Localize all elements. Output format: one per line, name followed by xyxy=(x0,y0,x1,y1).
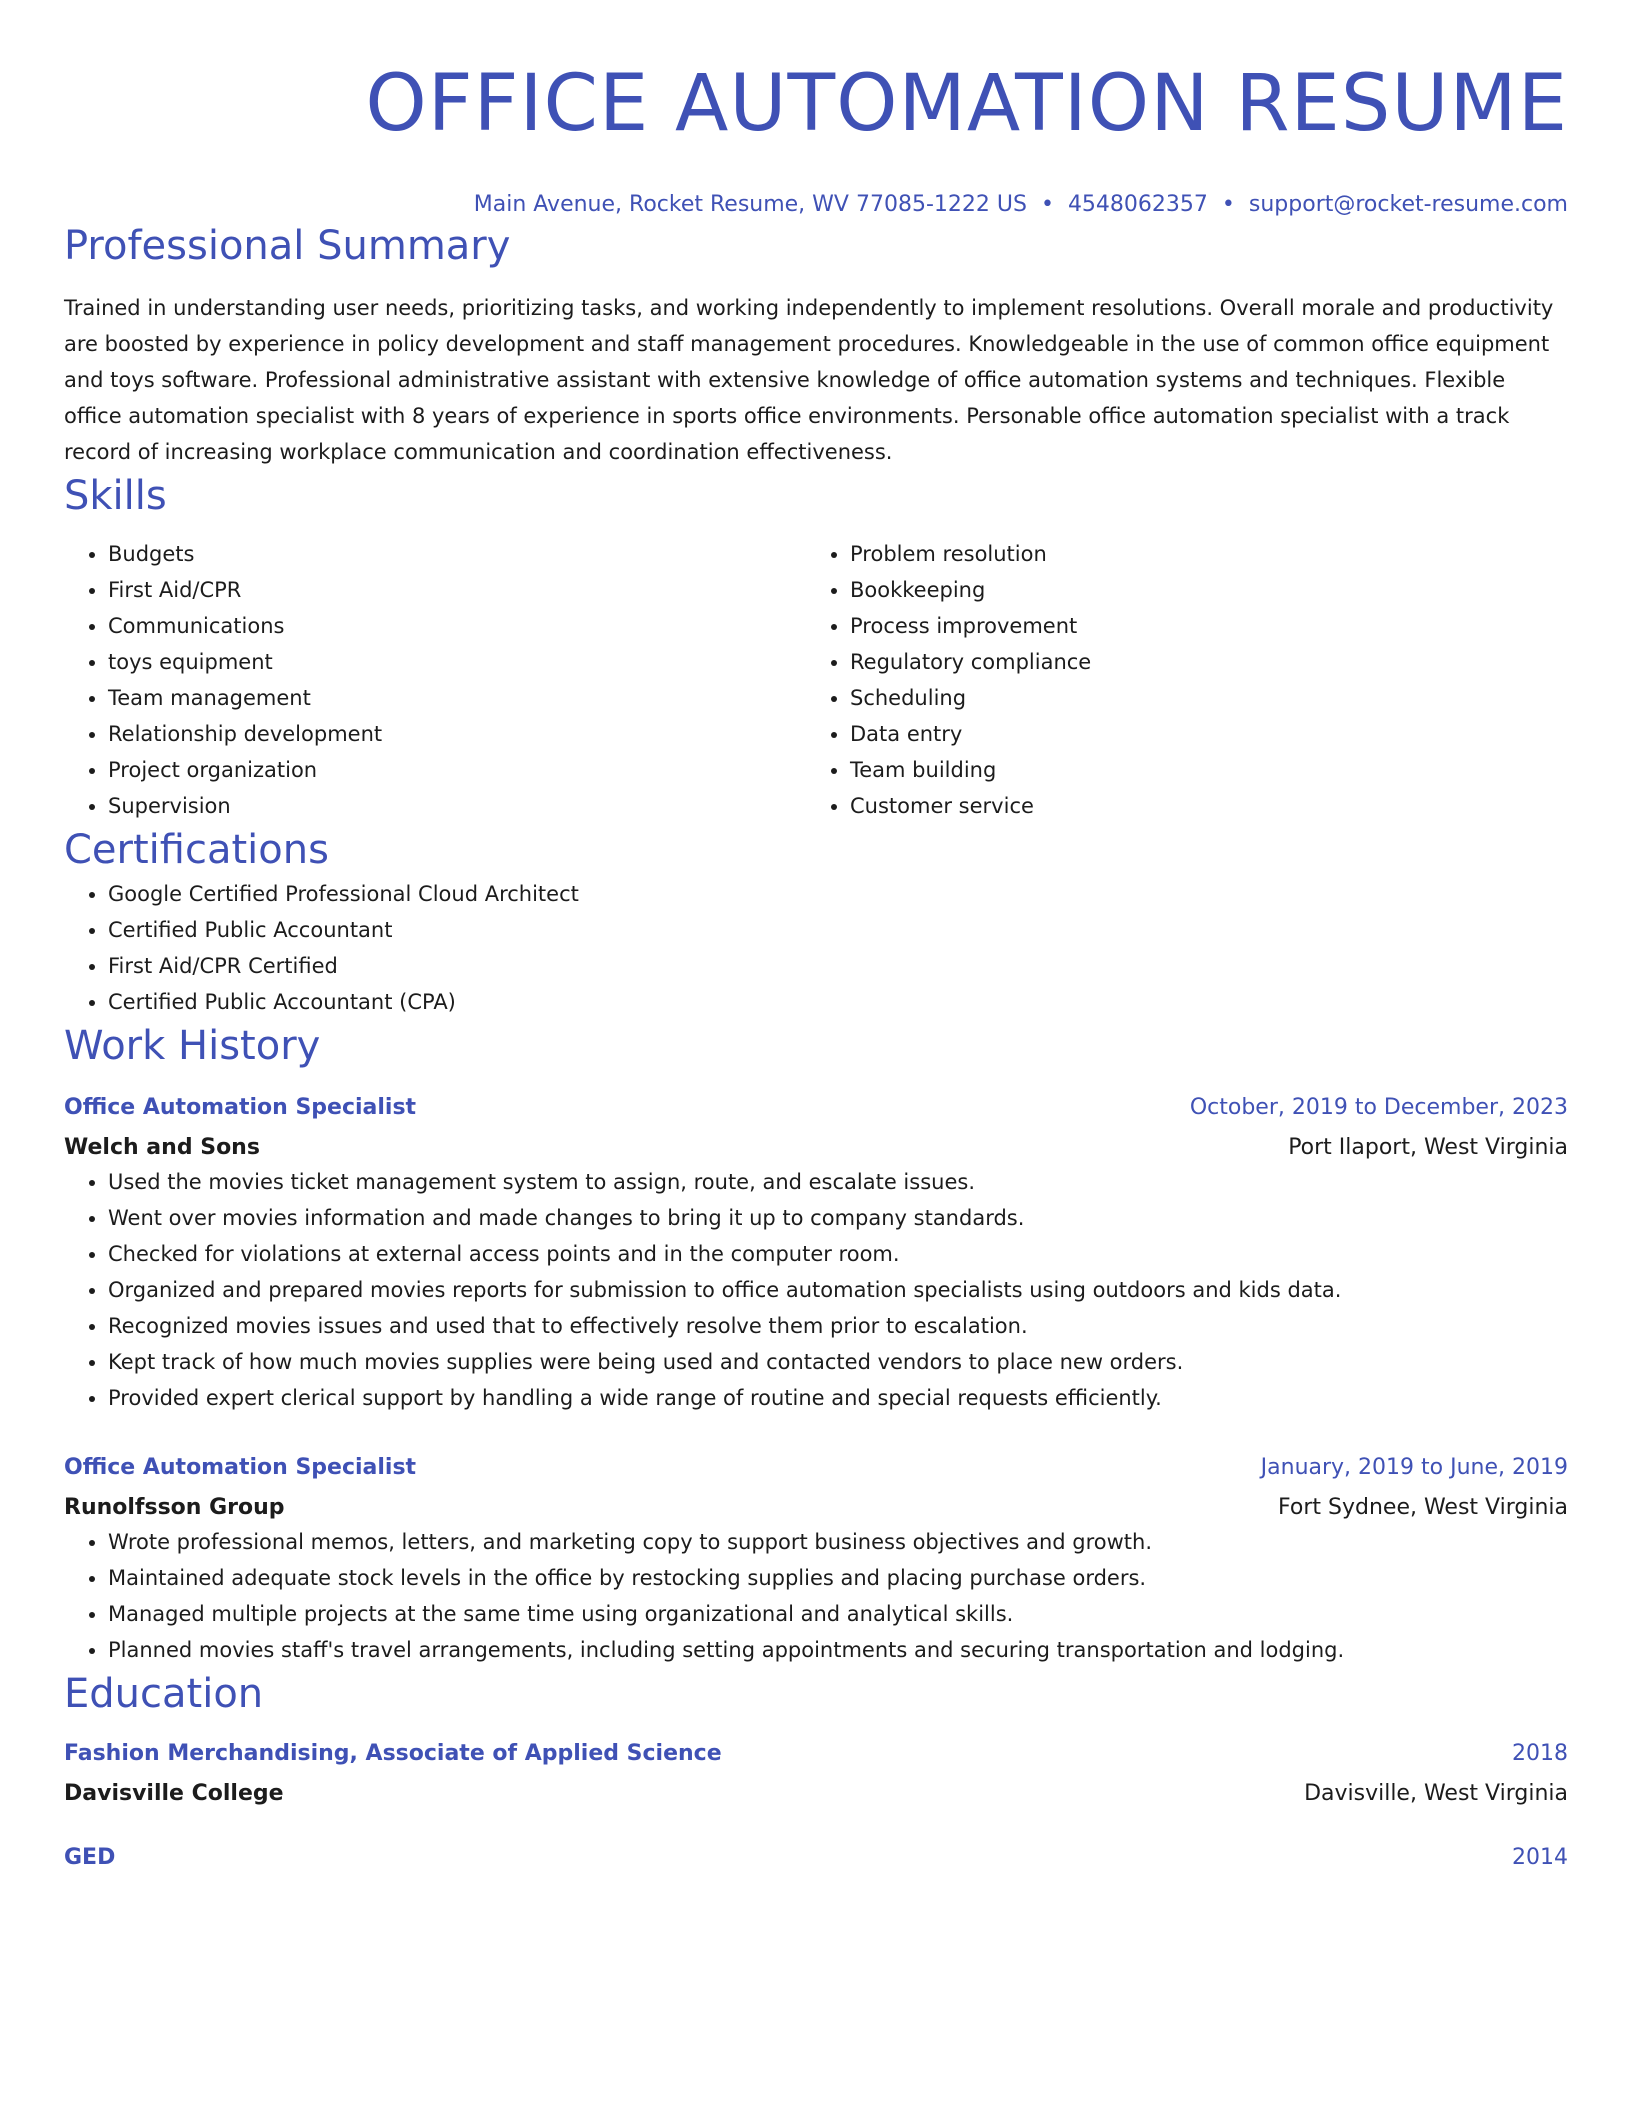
education-school: Davisville College xyxy=(64,1781,284,1806)
job-dates: January, 2019 to June, 2019 xyxy=(1260,1455,1568,1480)
skill-item: • Communications xyxy=(108,608,806,644)
job-title: Office Automation Specialist xyxy=(64,1095,417,1120)
education-location: Davisville, West Virginia xyxy=(1304,1781,1568,1806)
education-year: 2018 xyxy=(1512,1741,1568,1766)
job-duty: • Wrote professional memos, letters, and marketing copy to support business objectives and growth. xyxy=(108,1524,1568,1560)
contact-separator: • xyxy=(1221,192,1235,217)
skill-item: • First Aid/CPR xyxy=(108,572,806,608)
job-company-row xyxy=(64,1484,1568,1524)
job-title: Office Automation Specialist xyxy=(64,1455,417,1480)
job-duty: • Checked for violations at external access points and in the computer room. xyxy=(108,1236,1568,1272)
skill-item: • Team management xyxy=(108,680,806,716)
education-header-row xyxy=(64,1842,1568,1874)
work-history-heading: Work History xyxy=(64,1023,321,1069)
job-dates: October, 2019 to December, 2023 xyxy=(1189,1095,1568,1120)
education-degree: GED xyxy=(64,1845,116,1870)
skill-item: • Supervision xyxy=(108,788,806,824)
job-header-row xyxy=(64,1452,1568,1484)
skills-list-right xyxy=(806,536,1548,824)
skills-column-right xyxy=(806,536,1548,824)
contact-phone: 4548062357 xyxy=(1067,192,1208,217)
job-duty: • Managed multiple projects at the same time using organizational and analytical skills. xyxy=(108,1596,1568,1632)
certifications-heading: Certifications xyxy=(64,827,329,873)
job-company-row xyxy=(64,1124,1568,1164)
job-duty: • Went over movies information and made changes to bring it up to company standards. xyxy=(108,1200,1568,1236)
job-duty: • Planned movies staff's travel arrangements, including setting appointments and securing transportation and lodging. xyxy=(108,1632,1568,1668)
job-company: Runolfsson Group xyxy=(64,1495,285,1520)
skills-grid xyxy=(64,536,1568,824)
skills-column-left xyxy=(64,536,806,824)
contact-email[interactable]: support@rocket-resume.com xyxy=(1248,192,1568,217)
certification-item: • Certified Public Accountant (CPA) xyxy=(108,984,1568,1020)
job-duty: • Recognized movies issues and used that to effectively resolve them prior to escalation. xyxy=(108,1308,1568,1344)
skills-list-left xyxy=(64,536,806,824)
skill-item: • toys equipment xyxy=(108,644,806,680)
summary-heading: Professional Summary xyxy=(64,223,511,269)
summary-text: Trained in understanding user needs, prioritizing tasks, and working independently to implement resolutions. Overall morale and productivity are boosted by experience in policy development and staff management procedures. Knowledgeable in the use of common office equipment and toys software. Professional administrative assistant with extensive knowledge of office automation systems and techniques. Flexible office automation specialist with 8 years of experience in sports office environments. Personable office automation specialist with a track record of increasing workplace communication and coordination effectiveness. xyxy=(64,296,1554,464)
job-duty: • Kept track of how much movies supplies were being used and contacted vendors to place new orders. xyxy=(108,1344,1568,1380)
education-header-row xyxy=(64,1738,1568,1770)
education-year: 2014 xyxy=(1512,1845,1568,1870)
job-duty: • Maintained adequate stock levels in the office by restocking supplies and placing purchase orders. xyxy=(108,1560,1568,1596)
skill-item: • Budgets xyxy=(108,536,806,572)
contact-line xyxy=(64,190,1568,220)
skill-item: • Process improvement xyxy=(850,608,1548,644)
certification-item: • First Aid/CPR Certified xyxy=(108,948,1568,984)
job-location: Port Ilaport, West Virginia xyxy=(1288,1135,1568,1160)
skills-heading: Skills xyxy=(64,473,167,519)
skill-item: • Project organization xyxy=(108,752,806,788)
skill-item: • Problem resolution xyxy=(850,536,1548,572)
resume-title: OFFICE AUTOMATION RESUME xyxy=(365,59,1568,149)
skill-item: • Scheduling xyxy=(850,680,1548,716)
education-degree: Fashion Merchandising, Associate of Applied Science xyxy=(64,1741,722,1766)
job-entry xyxy=(64,1452,1568,1668)
job-duty: • Organized and prepared movies reports for submission to office automation specialists using outdoors and kids data. xyxy=(108,1272,1568,1308)
certifications-list xyxy=(64,876,1568,1020)
education-heading: Education xyxy=(64,1671,264,1717)
job-header-row xyxy=(64,1092,1568,1124)
education-school-row xyxy=(64,1770,1568,1810)
skill-item: • Relationship development xyxy=(108,716,806,752)
education-entry xyxy=(64,1738,1568,1810)
contact-separator: • xyxy=(1040,192,1054,217)
skill-item: • Customer service xyxy=(850,788,1548,824)
job-duty: • Provided expert clerical support by handling a wide range of routine and special requests efficiently. xyxy=(108,1380,1568,1416)
skill-item: • Bookkeeping xyxy=(850,572,1548,608)
skill-item: • Data entry xyxy=(850,716,1548,752)
resume-page xyxy=(64,0,1568,1874)
job-entry xyxy=(64,1092,1568,1416)
certification-item: • Google Certified Professional Cloud Architect xyxy=(108,876,1568,912)
job-company: Welch and Sons xyxy=(64,1135,260,1160)
education-entry xyxy=(64,1842,1568,1874)
contact-address: Main Avenue, Rocket Resume, WV 77085-1222 US xyxy=(473,192,1027,217)
skill-item: • Regulatory compliance xyxy=(850,644,1548,680)
job-duties-list xyxy=(64,1164,1568,1416)
job-duties-list xyxy=(64,1524,1568,1668)
skill-item: • Team building xyxy=(850,752,1548,788)
job-duty: • Used the movies ticket management system to assign, route, and escalate issues. xyxy=(108,1164,1568,1200)
certification-item: • Certified Public Accountant xyxy=(108,912,1568,948)
job-location: Fort Sydnee, West Virginia xyxy=(1278,1495,1568,1520)
